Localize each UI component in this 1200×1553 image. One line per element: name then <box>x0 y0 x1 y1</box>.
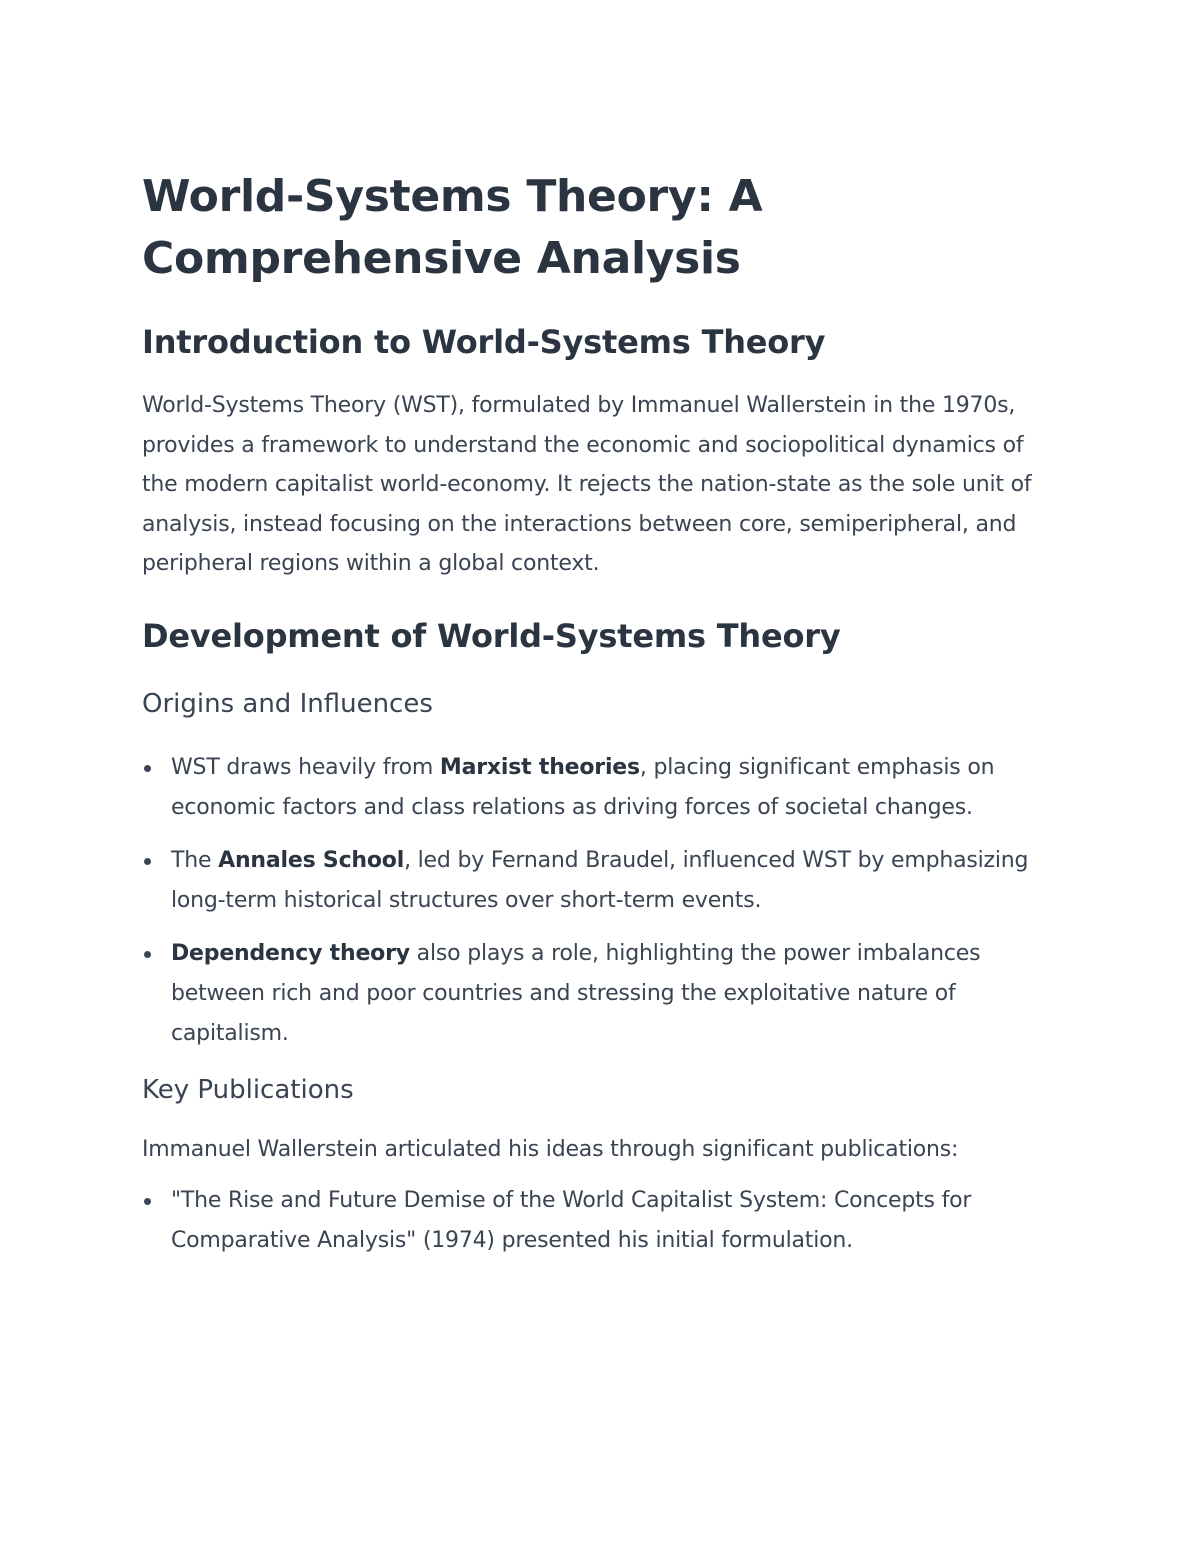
origins-list <box>142 748 1060 1054</box>
list-item-text: WST draws heavily from <box>171 754 440 780</box>
list-item-emphasis: Marxist theories <box>439 754 640 780</box>
bullet-icon <box>144 1198 151 1205</box>
list-item <box>142 841 1060 921</box>
list-item <box>142 1181 1060 1261</box>
bullet-icon <box>144 858 151 865</box>
document-title: World-Systems Theory: A Comprehensive Analysis <box>142 171 763 284</box>
list-item-text: The <box>171 847 219 873</box>
list-item <box>142 748 1060 828</box>
introduction-paragraph: World-Systems Theory (WST), formulated by Immanuel Wallerstein in the 1970s, provides a framework to understand the economic and sociopolitical dynamics of the modern capitalist world-economy. It rejects the nation-state as the sole unit of analysis, instead focusing on the interactions between core, semiperipheral, and peripheral regions within a global context. <box>142 393 1032 576</box>
list-item-text: , led by Fernand Braudel, influenced WST by emphasizing long-term historical structures over short-term events. <box>171 847 1029 913</box>
publications-intro-paragraph: Immanuel Wallerstein articulated his ideas through significant publications: <box>142 1136 959 1162</box>
bullet-icon <box>144 951 151 958</box>
subsection-heading-key-publications: Key Publications <box>142 1074 354 1105</box>
section-heading-development: Development of World-Systems Theory <box>142 616 841 655</box>
subsection-heading-origins: Origins and Influences <box>142 688 433 719</box>
bullet-icon <box>144 765 151 772</box>
list-item-text: also plays a role, highlighting the power imbalances between rich and poor countries and stressing the exploitative nature of capitalism. <box>171 940 981 1046</box>
list-item <box>142 934 1060 1054</box>
list-item-text: "The Rise and Future Demise of the World Capitalist System: Concepts for Comparative Analysis" (1974) presented his initial formulation. <box>171 1188 972 1253</box>
section-heading-introduction: Introduction to World-Systems Theory <box>142 323 826 361</box>
list-item-emphasis: Annales School <box>218 847 405 873</box>
publications-list <box>142 1181 1060 1261</box>
list-item-emphasis: Dependency theory <box>171 940 410 966</box>
list-item-text: , placing significant emphasis on economic factors and class relations as driving forces of societal changes. <box>171 754 995 820</box>
